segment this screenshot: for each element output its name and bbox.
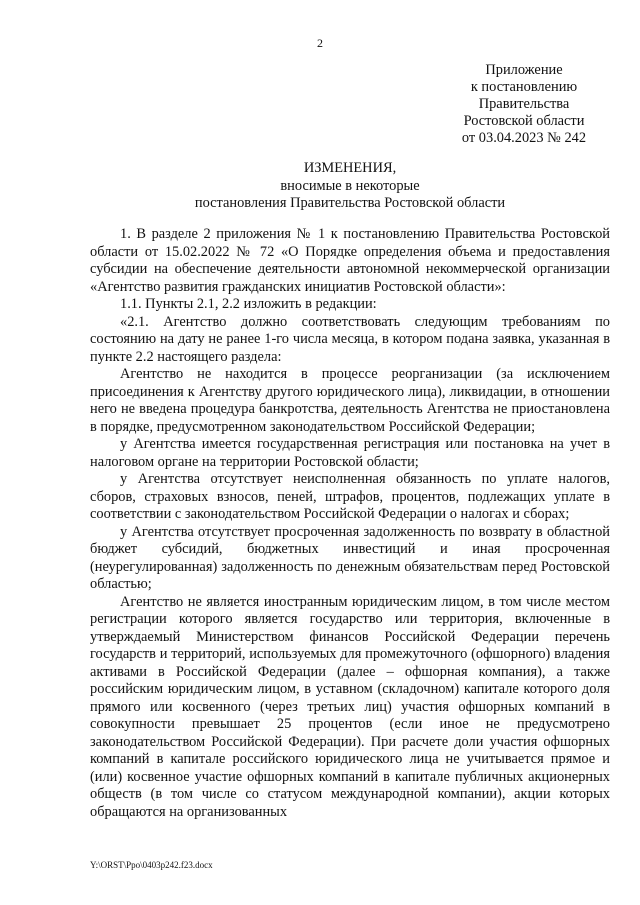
paragraph: у Агентства имеется государственная регистрация или постановка на учет в налоговом органе на территории Ростовской области; — [90, 436, 610, 470]
paragraph: Агентство не является иностранным юридическим лицом, в том числе местом регистрации которого является государство или территория, включенные в утверждаемый Министерством финансов Российской Федерации перечень государств и территорий, используемых для промежуточного (офшорного) владения активами в Российской Федерации (далее – офшорная компания), а также российским юридическим лицом, в уставном (складочном) капитале которого доля прямого или косвенного (через третьих лиц) участия офшорных компаний в совокупности превышает 25 процентов (если иное не предусмотрено законодательством Российской Федерации). При расчете доли участия офшорных компаний в капитале российского юридического лица не учитывается прямое и (или) косвенное участие офшорных компаний в капитале публичных акционерных обществ (в том числе со статусом международной компании), акции которых обращаются на организованных — [90, 593, 610, 820]
paragraph: 1.1. Пункты 2.1, 2.2 изложить в редакции: — [120, 296, 377, 312]
appendix-line: Правительства — [478, 96, 570, 112]
appendix-line: Ростовской области — [463, 113, 585, 129]
heading-subtitle: вносимые в некоторые — [280, 177, 420, 194]
paragraph: у Агентства отсутствует неисполненная обязанность по уплате налогов, сборов, страховых взносов, пеней, штрафов, процентов, подлежащих уплате в соответствии с законодательством Российской Федерации о налогах и сборах; — [90, 471, 610, 522]
appendix-line: от 03.04.2023 № 242 — [461, 130, 587, 146]
paragraph: у Агентства отсутствует просроченная задолженность по возврату в областной бюджет субсидий, бюджетных инвестиций и иная просроченная (неурегулированная) задолженность по денежным обязательствам перед Ростовской областью; — [90, 523, 610, 592]
paragraph: 1. В разделе 2 приложения № 1 к постановлению Правительства Ростовской области от 15.02.2022 № 72 «О Порядке определения объема и предоставления субсидии на обеспечение деятельности автономной некоммерческой организации «Агентство развития гражданских инициатив Ростовской области»: — [90, 226, 610, 295]
page-number: 2 — [317, 36, 323, 50]
document-heading — [90, 160, 610, 213]
heading-title: ИЗМЕНЕНИЯ, — [303, 160, 397, 176]
appendix-line: к постановлению — [470, 79, 578, 95]
paragraph: «2.1. Агентство должно соответствовать следующим требованиям по состоянию на дату не ранее 1-го числа месяца, в котором подана заявка, указанная в пункте 2.2 настоящего раздела: — [90, 313, 610, 365]
document-body — [90, 226, 610, 821]
file-path-footer: Y:\ORST\Ppo\0403p242.f23.docx — [90, 860, 213, 870]
paragraph: Агентство не находится в процессе реорганизации (за исключением присоединения к Агентству другого юридического лица), ликвидации, в отношении него не введена процедура банкротства, деятельность Агентства не приостановлена в порядке, предусмотренном законодательством Российской Федерации; — [90, 366, 610, 435]
appendix-block — [430, 62, 618, 147]
appendix-line: Приложение — [485, 62, 563, 78]
heading-subtitle: постановления Правительства Ростовской области — [194, 195, 506, 211]
